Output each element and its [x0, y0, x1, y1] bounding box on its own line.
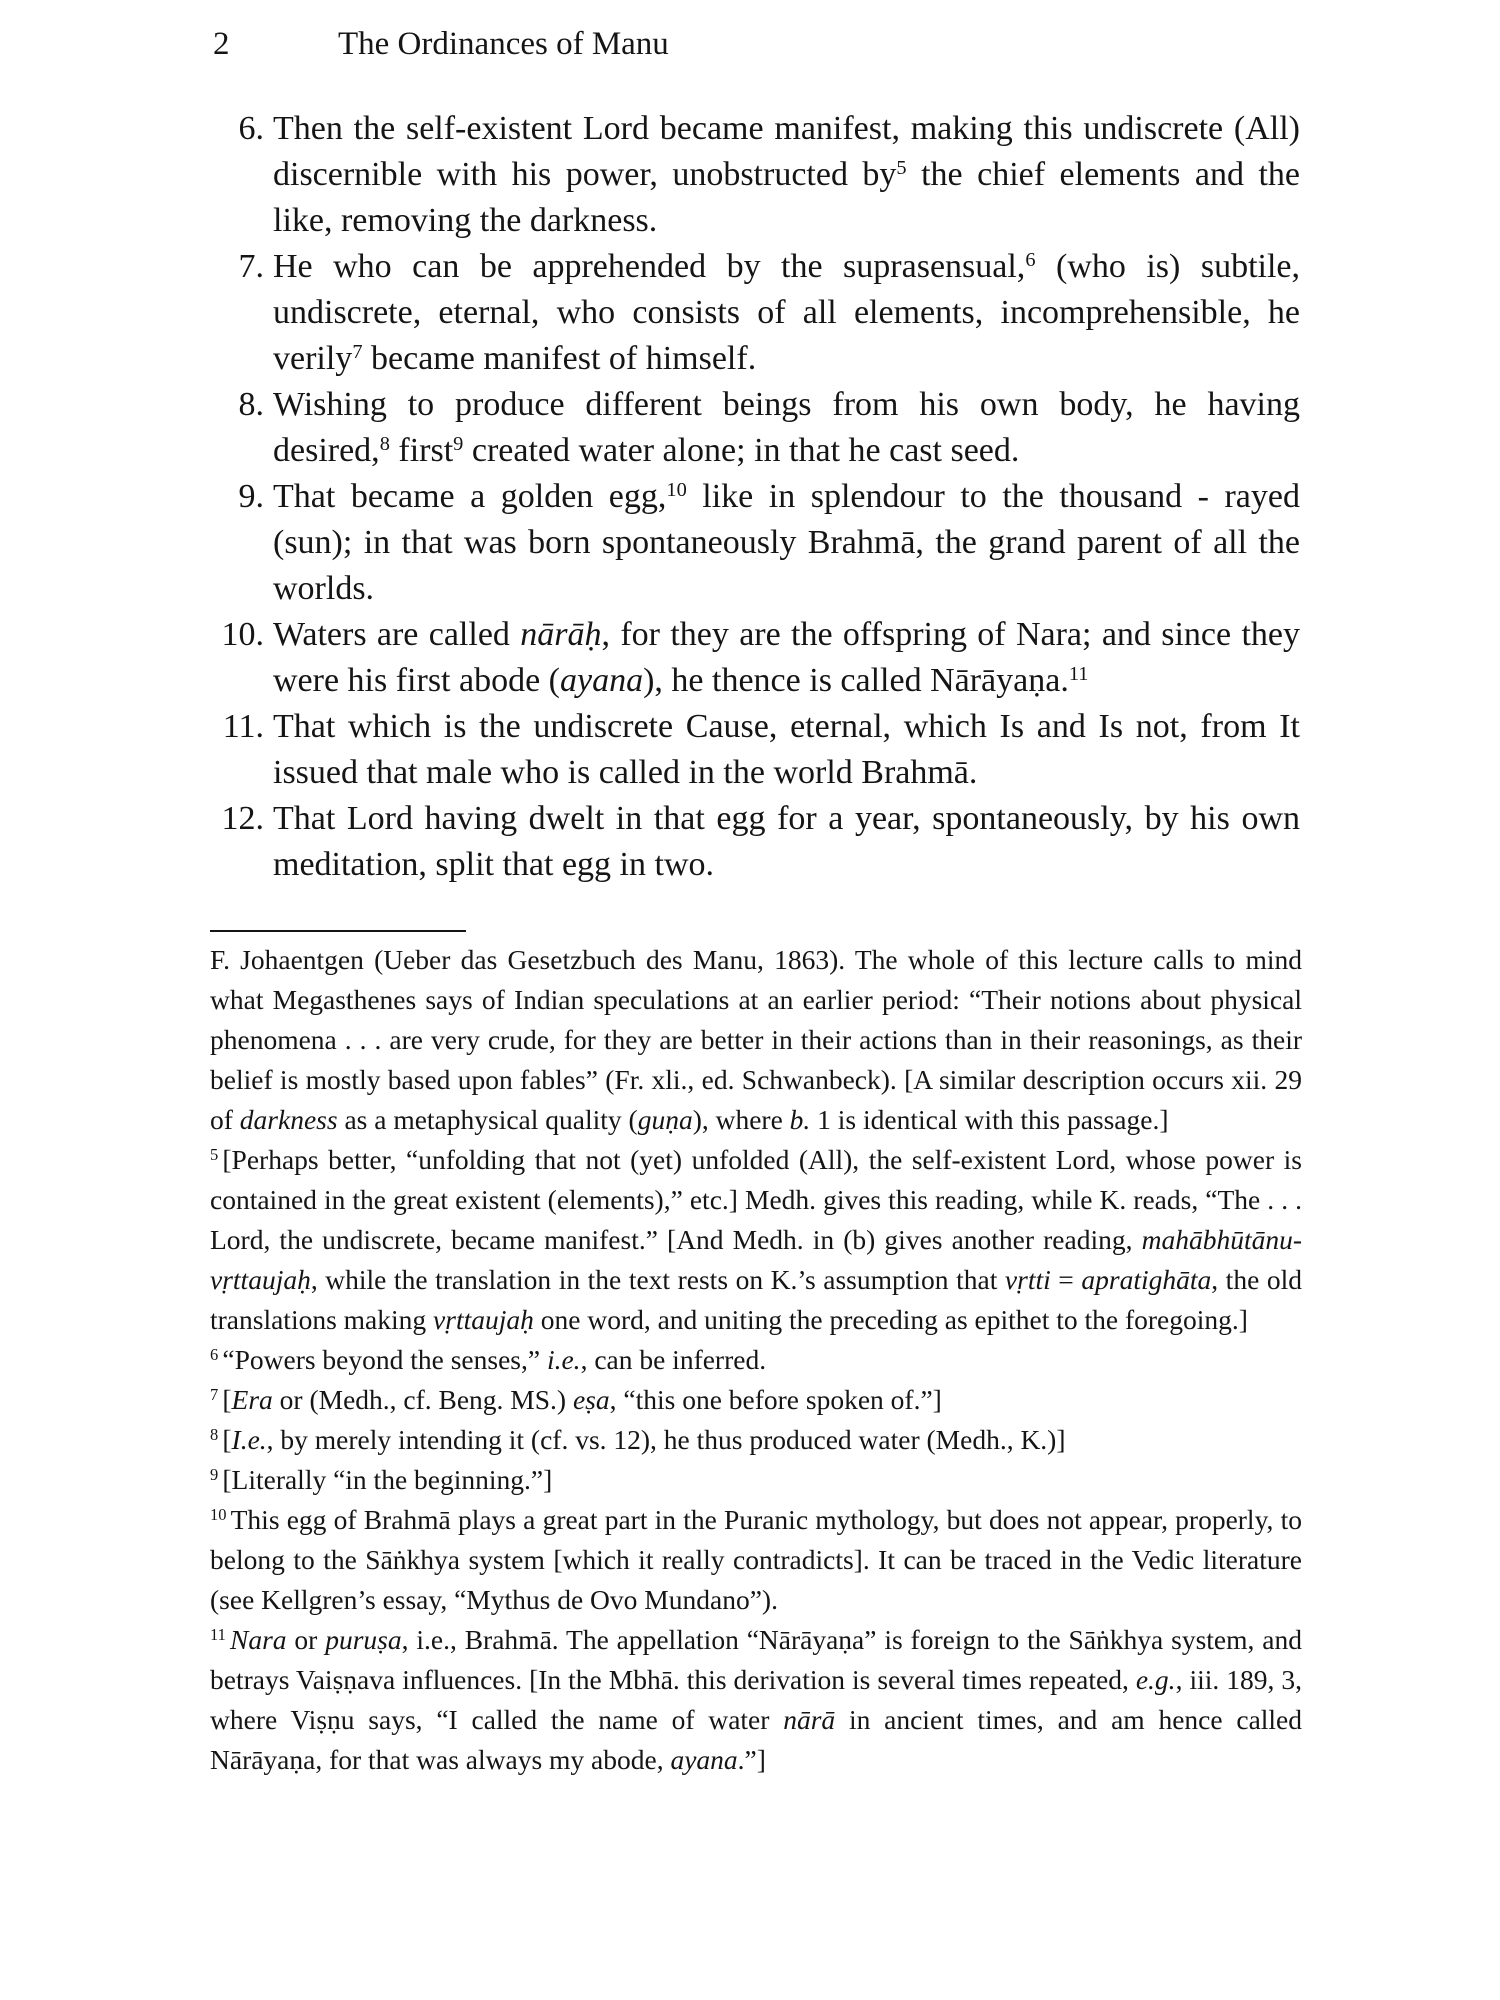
footnote-5 [210, 1140, 1302, 1340]
verse-text: That which is the undiscrete Cause, eternal, which Is and Is not, from It issued that male who is called in the world Brahmā. [273, 708, 1300, 791]
footnote-divider [210, 930, 466, 932]
italic-term: guṇa [637, 1104, 693, 1135]
footnote-continuation [210, 940, 1302, 1140]
italic-term: puruṣa [325, 1624, 402, 1655]
italic-term: nārā [783, 1704, 836, 1735]
verse-text: created water alone; in that he cast seed. [463, 432, 1020, 469]
verse-text: ), he thence is called Nārāyaṇa. [643, 662, 1069, 699]
verse-6 [208, 106, 1300, 244]
footnote-text: [Perhaps better, “unfolding that not (yet) unfolded (All), the self-existent Lord, whose power is contained in the great existent (elements),” etc.] Medh. gives this reading, while K. reads, “The . . . Lord, the undiscrete, became manifest.” [And Medh. in (b) gives another reading, [210, 1144, 1302, 1255]
verse-text: , for they are the offspring of Nara; and since they were his first abode ( [273, 616, 1300, 699]
sanskrit-term: ayana [560, 662, 644, 699]
footnote-marker: 10 [210, 1504, 227, 1524]
italic-term: darkness [239, 1104, 338, 1135]
footnote-marker: 5 [210, 1144, 219, 1164]
italic-term: mahābhūtānu-vṛttaujaḥ [210, 1224, 1302, 1295]
footnote-ref-11: 11 [1068, 662, 1089, 685]
verse-11 [208, 704, 1300, 796]
verse-list [208, 106, 1300, 888]
footnote-text: [ [222, 1424, 232, 1455]
verse-number: 7. [238, 248, 264, 285]
verse-text: That Lord having dwelt in that egg for a year, spontaneously, by his own meditation, split that egg in two. [273, 800, 1300, 883]
footnote-marker: 7 [210, 1384, 219, 1404]
footnote-text: in ancient times, and am hence called Nārāyaṇa, for that was always my abode, [210, 1704, 1303, 1775]
footnote-ref-7: 7 [352, 340, 363, 363]
footnote-text: .”] [737, 1744, 766, 1775]
footnote-ref-6: 6 [1025, 248, 1036, 271]
footnotes [210, 940, 1302, 1780]
footnote-text: , “this one before spoken of.”] [609, 1384, 942, 1415]
footnote-9 [210, 1460, 1302, 1500]
verse-number: 10. [221, 616, 264, 653]
italic-term: e.g. [1135, 1664, 1176, 1695]
footnote-text: one word, and uniting the preceding as epithet to the foregoing.] [533, 1304, 1248, 1335]
footnote-11 [210, 1620, 1302, 1780]
verse-text: That became a golden egg, [273, 478, 667, 515]
verse-text: like in splendour to the thousand - rayed (sun); in that was born spontaneously Brahmā, the grand parent of all the worlds. [273, 478, 1300, 607]
verse-12 [208, 796, 1300, 888]
verse-number: 11. [222, 708, 264, 745]
verse-text: He who can be apprehended by the suprasensual, [273, 248, 1026, 285]
footnote-text: , while the translation in the text rests on K.’s assumption that [310, 1264, 1005, 1295]
footnote-marker: 11 [210, 1624, 226, 1644]
italic-term: I.e. [231, 1424, 267, 1455]
footnote-marker: 8 [210, 1424, 219, 1444]
verse-text: Then the self-existent Lord became manifest, making this undiscrete (All) discernible with his power, unobstructed by [273, 110, 1300, 193]
footnote-ref-10: 10 [666, 478, 687, 501]
sanskrit-term: nārāḥ [520, 616, 602, 653]
verse-text: the chief elements and the like, removing the darkness. [273, 156, 1300, 239]
italic-term: i.e. [546, 1344, 581, 1375]
italic-term: vṛtti [1004, 1264, 1051, 1295]
footnote-text: , iii. 189, 3, where Viṣṇu says, “I called the name of water [210, 1664, 1302, 1735]
footnote-text: 1 is identical with this passage.] [810, 1104, 1169, 1135]
footnote-text: , the old translations making [210, 1264, 1302, 1335]
footnote-6 [210, 1340, 1302, 1380]
footnote-text: ), where [692, 1104, 790, 1135]
verse-9 [208, 474, 1300, 612]
footnote-text: or [286, 1624, 326, 1655]
verse-text: became manifest of himself. [362, 340, 757, 377]
italic-term: apratighāta [1081, 1264, 1212, 1295]
verse-number: 12. [221, 800, 264, 837]
footnote-text: , can be inferred. [580, 1344, 767, 1375]
footnote-text: This egg of Brahmā plays a great part in the Puranic mythology, but does not appear, properly, to belong to the Sāṅkhya system [which it really contradicts]. It can be traced in the Vedic literature (see Kellgren’s essay, “Mythus de Ovo Mundano”). [210, 1504, 1302, 1615]
footnote-text: F. Johaentgen (Ueber das Gesetzbuch des Manu, 1863). The whole of this lecture calls to mind what Megasthenes says of Indian speculations at an earlier period: “Their notions about physical phenomena . . . are very crude, for they are better in their actions than in their reasonings, as their belief is mostly based upon fables” (Fr. xli., ed. Schwanbeck). [A similar description occurs xii. 29 of [210, 944, 1302, 1135]
footnote-ref-8: 8 [379, 432, 390, 455]
verse-7 [208, 244, 1300, 382]
verse-text: Wishing to produce different beings from his own body, he having desired, [273, 386, 1300, 469]
running-head [213, 22, 669, 66]
footnote-8 [210, 1420, 1302, 1460]
italic-term: b. [789, 1104, 811, 1135]
footnote-text: , by merely intending it (cf. vs. 12), he thus produced water (Medh., K.)] [266, 1424, 1066, 1455]
verse-text: first [389, 432, 454, 469]
verse-8 [208, 382, 1300, 474]
italic-term: Era [231, 1384, 273, 1415]
verse-number: 8. [238, 386, 264, 423]
footnote-7 [210, 1380, 1302, 1420]
verse-number: 9. [238, 478, 264, 515]
footnote-text: as a metaphysical quality ( [337, 1104, 638, 1135]
footnote-marker: 9 [210, 1464, 219, 1484]
verse-number: 6. [238, 110, 264, 147]
footnote-text: , i.e., Brahmā. The appellation “Nārāyaṇa” is foreign to the Sāṅkhya system, and betrays Vaiṣṇava influences. [In the Mbhā. this derivation is several times repeated, [210, 1624, 1302, 1695]
footnote-text: [Literally “in the beginning.”] [222, 1464, 553, 1495]
footnote-text: [ [222, 1384, 232, 1415]
italic-term: eṣa [572, 1384, 610, 1415]
book-title: The Ordinances of Manu [338, 26, 669, 62]
italic-term: ayana [670, 1744, 738, 1775]
verse-text: Waters are called [273, 616, 521, 653]
footnote-text: or (Medh., cf. Beng. MS.) [272, 1384, 573, 1415]
footnote-10 [210, 1500, 1302, 1620]
page-number: 2 [213, 26, 230, 62]
italic-term: vṛttaujaḥ [433, 1304, 534, 1335]
footnote-marker: 6 [210, 1344, 219, 1364]
italic-term: Nara [230, 1624, 287, 1655]
footnote-ref-9: 9 [453, 432, 464, 455]
verse-text: (who is) subtile, undiscrete, eternal, who consists of all elements, incomprehensible, he verily [273, 248, 1300, 377]
footnote-text: = [1050, 1264, 1082, 1295]
footnote-text: “Powers beyond the senses,” [222, 1344, 547, 1375]
footnote-ref-5: 5 [896, 156, 907, 179]
verse-10 [208, 612, 1300, 704]
